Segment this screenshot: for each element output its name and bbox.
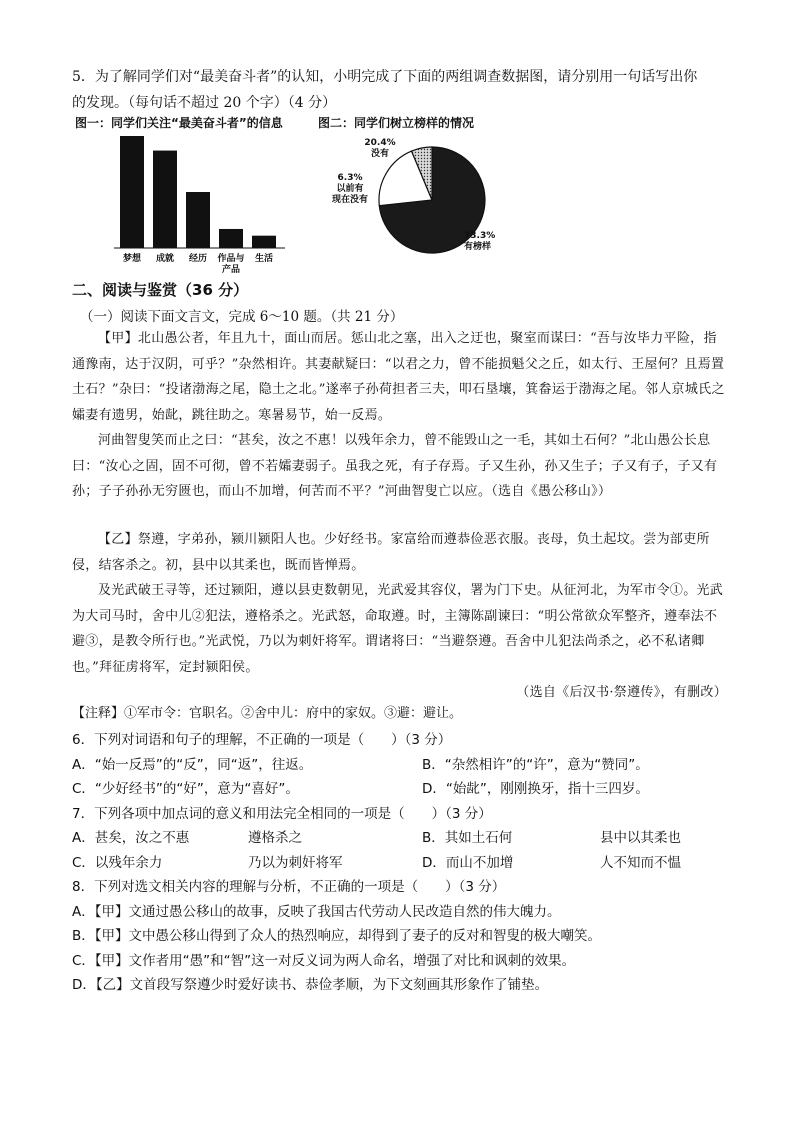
section-2-title: 二、阅读与鉴赏（36 分） bbox=[72, 281, 249, 299]
bar-label: 生活 bbox=[254, 254, 274, 264]
bar-梦想 bbox=[120, 136, 144, 248]
annotation-notes: 【注释】①军市令：官职名。②舍中儿：府中的家奴。③避：避让。 bbox=[72, 706, 463, 721]
question-7-option-a[interactable]: A．甚矣，汝之不惠 bbox=[72, 830, 190, 846]
question-7-option-a-pair: 遵格杀之 bbox=[248, 830, 302, 846]
bar-chart bbox=[80, 130, 290, 275]
question-8-option-a[interactable]: A．【甲】文通过愚公移山的故事，反映了我国古代劳动人民改造自然的伟大魄力。 bbox=[72, 903, 561, 920]
pie-label: 以前有 bbox=[336, 184, 364, 194]
question-6-row-2 bbox=[72, 777, 732, 802]
bar-label: 成就 bbox=[155, 254, 175, 264]
question-7-option-d-pair: 人不知而不愠 bbox=[600, 854, 681, 871]
pie-label: 73.3% bbox=[464, 231, 496, 241]
question-5-line-1: 5．为了解同学们对“最美奋斗者”的认知，小明完成了下面的两组调查数据图，请分别用一句话写出你 bbox=[72, 69, 698, 85]
figure-2-title: 图二：同学们树立榜样的情况 bbox=[318, 116, 475, 130]
bar-生活 bbox=[252, 236, 276, 248]
bar-label: 产品 bbox=[221, 265, 241, 275]
pie-label: 现在没有 bbox=[331, 195, 369, 205]
question-8-option-b[interactable]: B．【甲】文中愚公移山得到了众人的热烈响应，却得到了妻子的反对和智叟的极大嘲笑。 bbox=[72, 928, 602, 944]
passage-a-paragraph-2: 河曲智叟笑而止之曰：“甚矣，汝之不惠！以残年余力，曾不能毁山之一毛，其如土石何？”北山愚公长息曰：“汝心之固，固不可彻，曾不若孀妻弱子。虽我之死，有子存焉。子又生孙，孙又生子；子又有子，子又有孙；子子孙孙无穷匮也，而山不加增，何苦而不平？”河曲智叟亡以应。（选自《愚公移山》） bbox=[72, 433, 718, 499]
question-7-option-d[interactable]: D．而山不加增 bbox=[422, 854, 514, 871]
question-6-row-1 bbox=[72, 753, 732, 778]
bar-label: 经历 bbox=[188, 254, 208, 264]
passage-b-paragraph-2: 及光武破王寻等，还过颍阳，遵以县吏数朝见，光武爱其容仪，署为门下史。从征河北，为军市令①。光武为大司马时，舍中儿②犯法，遵格杀之。光武怒，命取遵。时，主簿陈副谏曰：“明公常欲众军整齐，遵奉法不避③，是教令所行也。”光武悦，乃以为刺奸将军。谓诸将曰：“当避祭遵。吾舍中儿犯法尚杀之，必不私诸卿也。”拜征虏将军，定封颍阳侯。 bbox=[72, 583, 724, 675]
question-7-row-2 bbox=[72, 851, 732, 876]
question-6-option-b[interactable]: B．“杂然相许”的“许”，意为“赞同”。 bbox=[422, 756, 649, 773]
subsection-1-instructions: （一）阅读下面文言文，完成 6～10 题。（共 21 分） bbox=[80, 309, 404, 325]
passage-a-paragraph-1: 【甲】北山愚公者，年且九十，面山而居。惩山北之塞，出入之迂也，聚室而谋曰：“吾与汝毕力平险，指通豫南，达于汉阴，可乎？”杂然相许。其妻献疑曰：“以君之力，曾不能损魁父之丘，如太行、王屋何？且焉置土石？”杂曰：“投诸渤海之尾，隐土之北。”遂率子孙荷担者三夫，叩石垦壤，箕畚运于渤海之尾。邻人京城氏之孀妻有遗男，始龀，跳往助之。寒暑易节，始一反焉。 bbox=[72, 331, 725, 423]
question-5 bbox=[72, 64, 732, 116]
pie-chart bbox=[318, 130, 518, 265]
passage-b-source: （选自《后汉书·祭遵传》，有删改） bbox=[516, 685, 727, 700]
question-6-stem: 6．下列对词语和句子的理解，不正确的一项是（ ）（3 分） bbox=[72, 732, 452, 748]
question-8-stem: 8．下列对选文相关内容的理解与分析，不正确的一项是（ ）（3 分） bbox=[72, 879, 506, 895]
bar-作品与产品 bbox=[219, 229, 243, 248]
passage-b bbox=[72, 527, 727, 706]
questions-block bbox=[72, 728, 732, 998]
pie-label: 有榜样 bbox=[464, 242, 492, 252]
question-6-option-a[interactable]: A．“始一反焉”的“反”，同“返”，往返。 bbox=[72, 756, 313, 773]
figure-1-title: 图一：同学们关注“最美奋斗者”的信息 bbox=[75, 116, 283, 130]
question-7-option-c[interactable]: C．以残年余力 bbox=[72, 854, 163, 871]
question-7-stem: 7．下列各项中加点词的意义和用法完全相同的一项是（ ）（3 分） bbox=[72, 805, 492, 822]
question-6-option-c[interactable]: C．“少好经书”的“好”，意为“喜好”。 bbox=[72, 781, 299, 797]
pie-label: 没有 bbox=[370, 149, 390, 159]
passage-a bbox=[72, 326, 727, 505]
question-5-line-2: 的发现。（每句话不超过 20 个字）（4 分） bbox=[72, 95, 337, 111]
question-7-row-1 bbox=[72, 826, 732, 851]
question-8-option-c[interactable]: C．【甲】文作者用“愚”和“智”这一对反义词为两人命名，增强了对比和讽刺的效果。 bbox=[72, 952, 576, 969]
passage-b-paragraph-1: 【乙】祭遵，字弟孙，颍川颍阳人也。少好经书。家富给而遵恭俭恶衣服。丧母，负土起坟。尝为部吏所侵，结客杀之。初，县中以其柔也，既而皆惮焉。 bbox=[72, 532, 710, 573]
bar-经历 bbox=[186, 192, 210, 248]
bar-label: 梦想 bbox=[122, 254, 142, 264]
question-7-option-c-pair: 乃以为刺奸将军 bbox=[248, 854, 343, 871]
question-6-option-d[interactable]: D．“始龀”，刚刚换牙，指十三四岁。 bbox=[422, 781, 649, 797]
pie-label: 20.4% bbox=[364, 138, 396, 148]
question-7-option-b-pair: 县中以其柔也 bbox=[600, 830, 681, 846]
bar-成就 bbox=[153, 151, 177, 248]
question-7-option-b[interactable]: B．其如土石何 bbox=[422, 830, 513, 846]
bar-label: 作品与 bbox=[217, 254, 245, 264]
question-8-option-d[interactable]: D．【乙】文首段写祭遵少时爱好读书、恭俭孝顺，为下文刻画其形象作了铺垫。 bbox=[72, 977, 549, 993]
pie-label: 6.3% bbox=[337, 173, 363, 183]
